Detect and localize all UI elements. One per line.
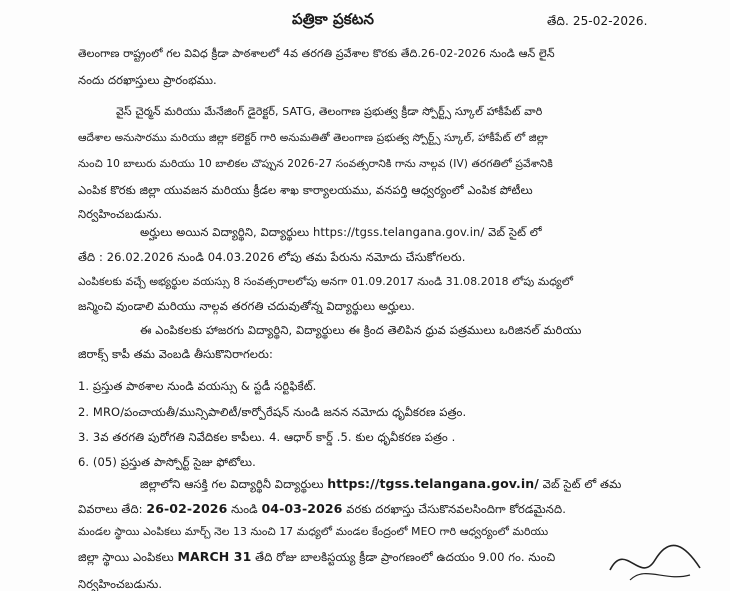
paragraph-4-line-2: జన్మించి వుండాలి మరియు నాల్గవ తరగతి చదువుతోన్న విద్యార్థులు అర్హులు. xyxy=(78,299,415,313)
document-list-item-2: 2. MRO/పంచాయతీ/మున్సిపాలిటీ/కార్పోరేషన్ నుండి జనన నమోదు ధృవీకరణ పత్రం. xyxy=(78,405,467,419)
paragraph-6-dates-prefix: వివరాలు తేది: xyxy=(78,502,147,516)
end-date: 04-03-2026 xyxy=(261,501,343,516)
paragraph-7-suffix: తేది రోజు బాలకిస్టయ్య క్రీడా ప్రాంగణంలో ఉదయం 9.00 గం. నుంచి xyxy=(251,550,556,564)
paragraph-1-line-1: తెలంగాణ రాష్ట్రంలో గల వివిధ క్రీడా పాఠశాలలో 4వ తరగతి ప్రవేశాల కొరకు తేది.26-02-2026 నుండి ఆన్ లైన్ xyxy=(78,47,555,60)
paragraph-6-line-1 xyxy=(140,476,621,492)
paragraph-6-dates-join: నుండి xyxy=(227,502,262,516)
paragraph-6-intro: జిల్లాలోని ఆసక్తి గల విద్యార్థినీ విద్యార్థులు xyxy=(140,477,328,491)
paragraph-2-line-4: ఎంపిక కొరకు జిల్లా యువజన మరియు క్రీడల శాఖ కార్యాలయము, వనపర్తి ఆధ్వర్యంలో ఎంపిక పోటీలు xyxy=(78,183,533,197)
paragraph-2-line-5: నిర్వహించబడును. xyxy=(78,207,163,221)
paragraph-2-line-2: ఆదేశాల అనుసారము మరియు జిల్లా కలెక్టర్ గారి అనుమతితో తెలంగాణ ప్రభుత్వ స్పోర్ట్స్ స్కూల్, హాకీపేట్ లో జిల్లా xyxy=(78,132,548,144)
document-list-item-3: 3. 3వ తరగతి పురోగతి నివేదికల కాపీలు. 4. ఆధార్ కార్డ్ .5. కుల ధృవీకరణ పత్రం . xyxy=(78,430,456,444)
document-list-item-4: 6. (05) ప్రస్తుత పాస్పోర్ట్ సైజు ఫోటోలు. xyxy=(78,455,256,469)
paragraph-7-line-1: మండల స్థాయి ఎంపికలు మార్చ్ నెల 13 నుంచి 17 మధ్యలో మండల కేంద్రంలో MEO గారి ఆధ్వర్యంలో మరియు xyxy=(78,525,549,538)
paragraph-5-line-1: ఈ ఎంపికలకు హాజరగు విద్యార్థిని, విద్యార్థులు ఈ క్రింద తెలిపిన ధ్రువ పత్రములు ఒరిజినల్ మరియు xyxy=(140,323,582,337)
paragraph-6-line-2 xyxy=(78,501,566,517)
paragraph-1-line-2: నందు దరఖాస్తులు ప్రారంభము. xyxy=(78,73,217,87)
paragraph-3-line-2: తేది : 26.02.2026 నుండి 04.03.2026 లోపు తమ పేరును నమోదు చేసుకోగలరు. xyxy=(78,250,466,264)
paragraph-4-line-1: ఎంపికలకు వచ్చే అభ్యర్థుల వయస్సు 8 సంవత్సరాలలోపు అనగా 01.09.2017 నుండి 31.08.2018 లోపు మధ్యలో xyxy=(78,275,574,288)
document-list-item-1: 1. ప్రస్తుత పాఠశాల నుండి వయస్సు & స్టడీ సర్టిఫికేట్. xyxy=(78,379,317,393)
paragraph-2-line-1: వైస్ చైర్మన్ మరియు మేనేజింగ్ డైరెక్టర్, SATG, తెలంగాణ ప్రభుత్వ క్రీడా స్పోర్ట్స్ స్కూల్ హాకీపేట్ వారి xyxy=(116,105,543,118)
paragraph-7-line-2 xyxy=(78,549,555,565)
start-date: 26-02-2026 xyxy=(146,501,228,516)
paragraph-2-line-3: నుంచి 10 బాలురు మరియు 10 బాలికల చొప్పున 2026-27 సంవత్సరానికి గాను నాల్గవ (IV) తరగతిలో ప్రవేశానికి xyxy=(78,158,553,170)
paragraph-7-line-3: నిర్వహించబడును. xyxy=(78,577,163,591)
signature-scribble-icon xyxy=(600,530,710,591)
paragraph-6-website-suffix: వెబ్ సైట్ లో తమ xyxy=(538,477,622,491)
district-selection-date: MARCH 31 xyxy=(177,549,252,564)
paragraph-5-line-2: జిరాక్స్ కాపీ తమ వెంబడి తీసుకొనిరాగలరు: xyxy=(78,347,273,361)
release-date: తేది. 25-02-2026. xyxy=(547,14,648,28)
paragraph-6-dates-suffix: వరకు దరఖాస్తు చేసుకొనవలసిందిగా కోరడమైనది. xyxy=(342,502,566,516)
paragraph-7-prefix: జిల్లా స్థాయి ఎంపికలు xyxy=(78,550,178,564)
website-link[interactable]: https://tgss.telangana.gov.in/ xyxy=(327,476,539,491)
page-heading: పత్రికా ప్రకటన xyxy=(292,10,375,28)
paragraph-3-line-1: అర్హులు అయిన విద్యార్థిని, విద్యార్థులు https://tgss.telangana.gov.in/ వెబ్ సైట్ లో xyxy=(140,225,542,239)
